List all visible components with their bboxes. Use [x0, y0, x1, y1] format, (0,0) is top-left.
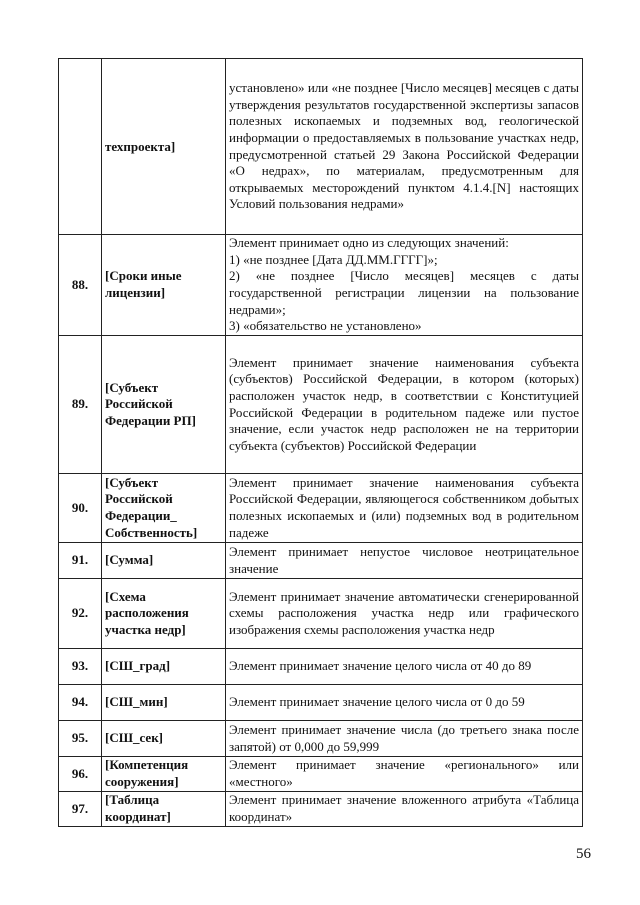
element-description: Элемент принимает значение вложенного атрибута «Таблица координат» — [226, 792, 583, 827]
element-name: [СШ_сек] — [102, 721, 226, 757]
element-name: [Сумма] — [102, 543, 226, 579]
element-description: Элемент принимает значение целого числа от 0 до 59 — [226, 685, 583, 721]
element-name: [Таблица координат] — [102, 792, 226, 827]
element-description: Элемент принимает значение автоматически сгенерированной схемы расположения участка недр или графического изображения схемы расположения участка недр — [226, 579, 583, 649]
page-number: 56 — [576, 846, 591, 862]
description-line: 3) «обязательство не установлено» — [229, 318, 422, 334]
row-number: 92. — [59, 579, 102, 649]
row-number — [59, 59, 102, 235]
element-description: Элемент принимает значение наименования субъекта (субъектов) Российской Федерации, в котором (которых) расположен участок недр, в соответствии с Конституцией Российской Федерации в родительном падеже или пустое значение, если участок недр расположен не на территории субъекта (субъектов) Российской Федерации — [226, 336, 583, 474]
table-row — [59, 792, 583, 827]
row-number: 94. — [59, 685, 102, 721]
element-description: Элемент принимает непустое числовое неотрицательное значение — [226, 543, 583, 579]
element-description — [226, 235, 583, 336]
elements-table — [58, 58, 583, 827]
element-description: Элемент принимает значение наименования субъекта Российской Федерации, являющегося собственником добытых полезных ископаемых и (или) подземных вод в родительном падеже — [226, 474, 583, 543]
row-number: 93. — [59, 649, 102, 685]
description-line: 2) «не позднее [Число месяцев] месяцев с даты государственной регистрации лицензии на пользование недрами»; — [229, 268, 579, 317]
element-name: [СШ_мин] — [102, 685, 226, 721]
table-row — [59, 721, 583, 757]
element-name: [Субъект Российской Федерации РП] — [102, 336, 226, 474]
description-line: 1) «не позднее [Дата ДД.ММ.ГГГГ]»; — [229, 251, 438, 267]
table-row — [59, 579, 583, 649]
row-number: 97. — [59, 792, 102, 827]
element-description: Элемент принимает значение целого числа от 40 до 89 — [226, 649, 583, 685]
table-row — [59, 474, 583, 543]
row-number: 90. — [59, 474, 102, 543]
table-row — [59, 336, 583, 474]
table-row — [59, 757, 583, 792]
element-description: Элемент принимает значение «регионального» или «местного» — [226, 757, 583, 792]
table-row — [59, 59, 583, 235]
element-name: [Компетенция сооружения] — [102, 757, 226, 792]
row-number: 91. — [59, 543, 102, 579]
table-row — [59, 543, 583, 579]
table-row — [59, 235, 583, 336]
element-description: установлено» или «не позднее [Число месяцев] месяцев с даты утверждения результатов государственной экспертизы запасов полезных ископаемых и подземных вод, геологической информации о предоставляемых в пользование участках недр, предусмотренной статьей 29 Закона Российской Федерации «О недрах», по материалам, предусмотренным для открываемых месторождений пунктом 4.1.4.[N] настоящих Условий пользования недрами» — [226, 59, 583, 235]
element-name: [Схема расположения участка недр] — [102, 579, 226, 649]
table-row — [59, 649, 583, 685]
description-line: Элемент принимает одно из следующих значений: — [229, 235, 509, 251]
element-name: [Сроки иные лицензии] — [102, 235, 226, 336]
row-number: 88. — [59, 235, 102, 336]
row-number: 89. — [59, 336, 102, 474]
element-description: Элемент принимает значение числа (до третьего знака после запятой) от 0,000 до 59,999 — [226, 721, 583, 757]
element-name: техпроекта] — [102, 59, 226, 235]
row-number: 96. — [59, 757, 102, 792]
table-row — [59, 685, 583, 721]
element-name: [Субъект Российской Федерации_ Собственность] — [102, 474, 226, 543]
row-number: 95. — [59, 721, 102, 757]
element-name: [СШ_град] — [102, 649, 226, 685]
